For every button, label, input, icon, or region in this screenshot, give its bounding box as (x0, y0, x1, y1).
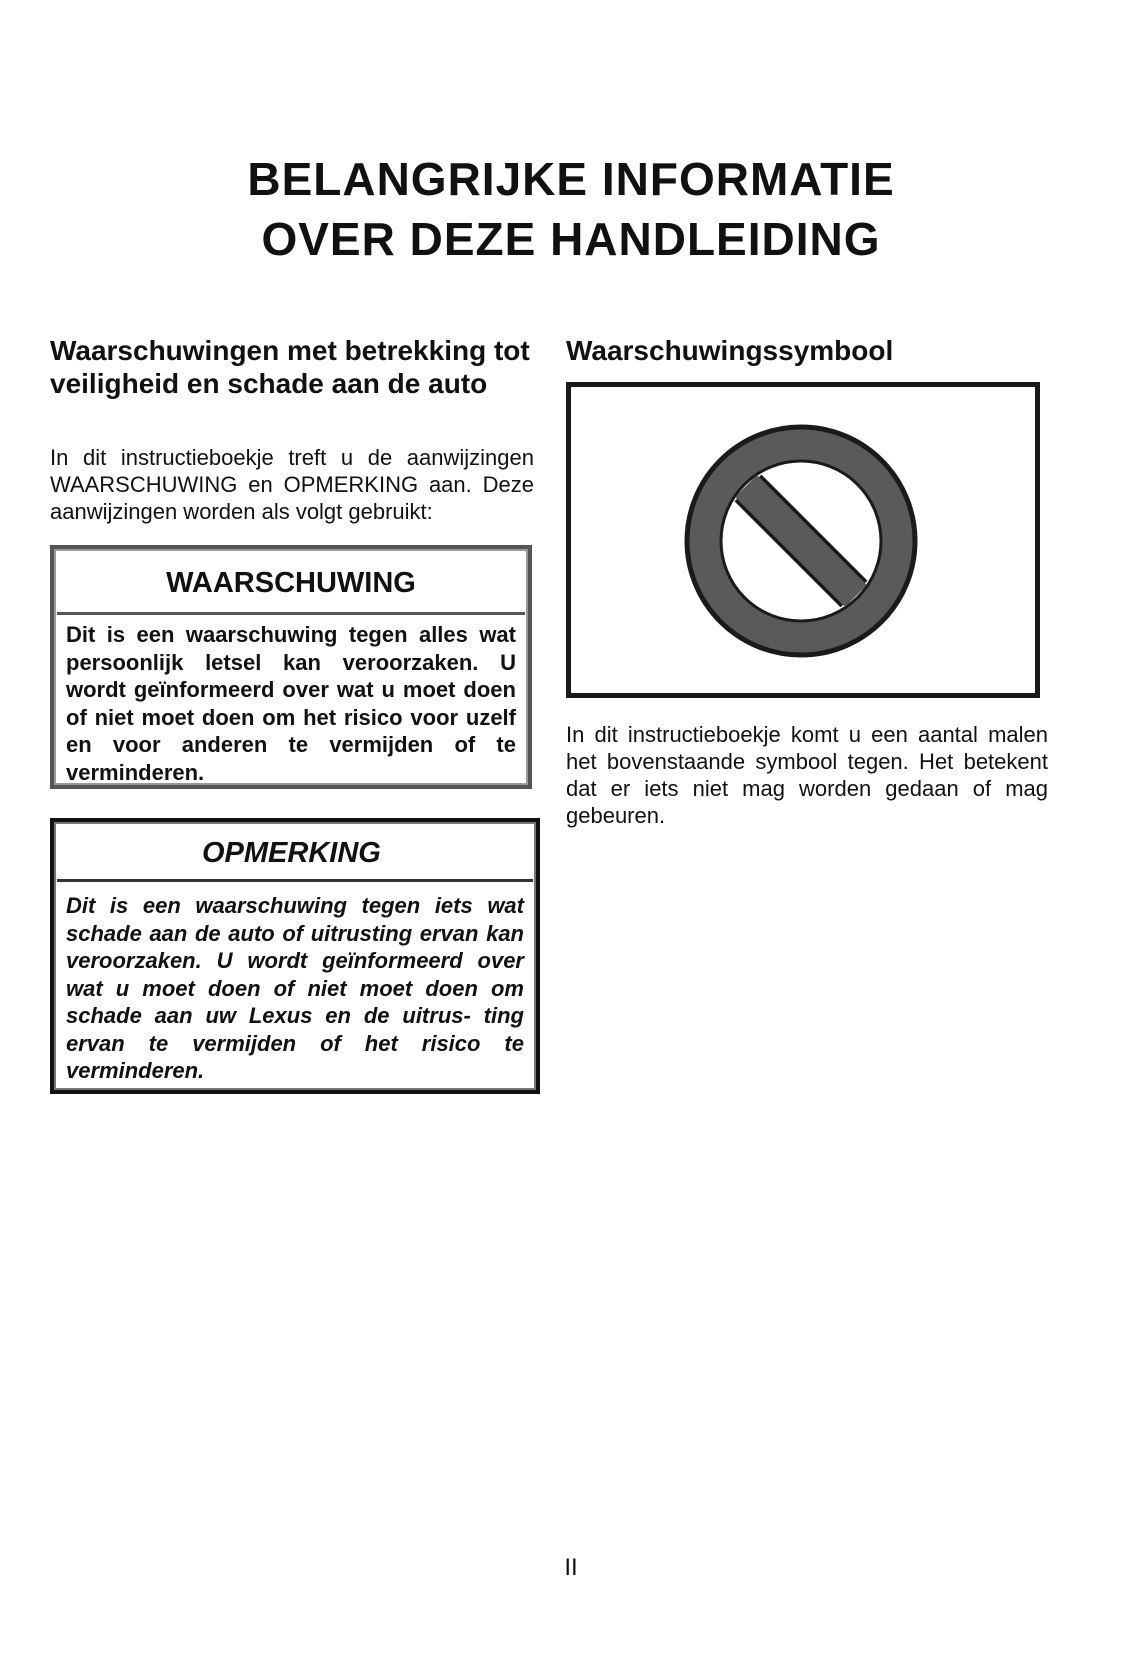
page-number: II (564, 1554, 578, 1581)
symbol-frame (566, 382, 1040, 698)
safety-warnings-heading: Waarschuwingen met betrekking tot veiligheid en schade aan de auto (50, 335, 530, 399)
warning-symbol-heading: Waarschuwingssymbool (566, 335, 894, 366)
warning-box-title: WAARSCHUWING (57, 552, 525, 615)
symbol-explanation: In dit instructieboekje komt u een aantal malen het bovenstaande symbool tegen. Het betekent dat er iets niet mag worden gedaan of mag gebeuren. (566, 722, 1048, 828)
page-title-line-1: BELANGRIJKE INFORMATIE (247, 153, 895, 205)
note-box-title: OPMERKING (57, 825, 533, 882)
intro-paragraph: In dit instructieboekje treft u de aanwijzingen WAARSCHUWING en OPMERKING aan. Deze aanwijzingen worden als volgt gebruikt: (50, 445, 534, 524)
warning-box (50, 545, 532, 789)
note-box-text: Dit is een waarschuwing tegen iets wat schade aan de auto of uitrusting ervan kan veroorzaken. U wordt geïnformeerd over wat u moet doen of niet moet doen om schade aan uw Lexus en de uitrus- ting ervan te vermijden of het risico te verminderen. (66, 893, 524, 1083)
warning-box-text: Dit is een waarschuwing tegen alles wat persoonlijk letsel kan veroorzaken. U wordt geïnformeerd over wat u moet doen of niet moet doen om het risico voor uzelf en voor anderen te vermijden of te verminderen. (66, 622, 516, 785)
page-title-line-2: OVER DEZE HANDLEIDING (261, 213, 881, 265)
prohibition-icon (571, 387, 1035, 693)
note-box (50, 818, 540, 1094)
